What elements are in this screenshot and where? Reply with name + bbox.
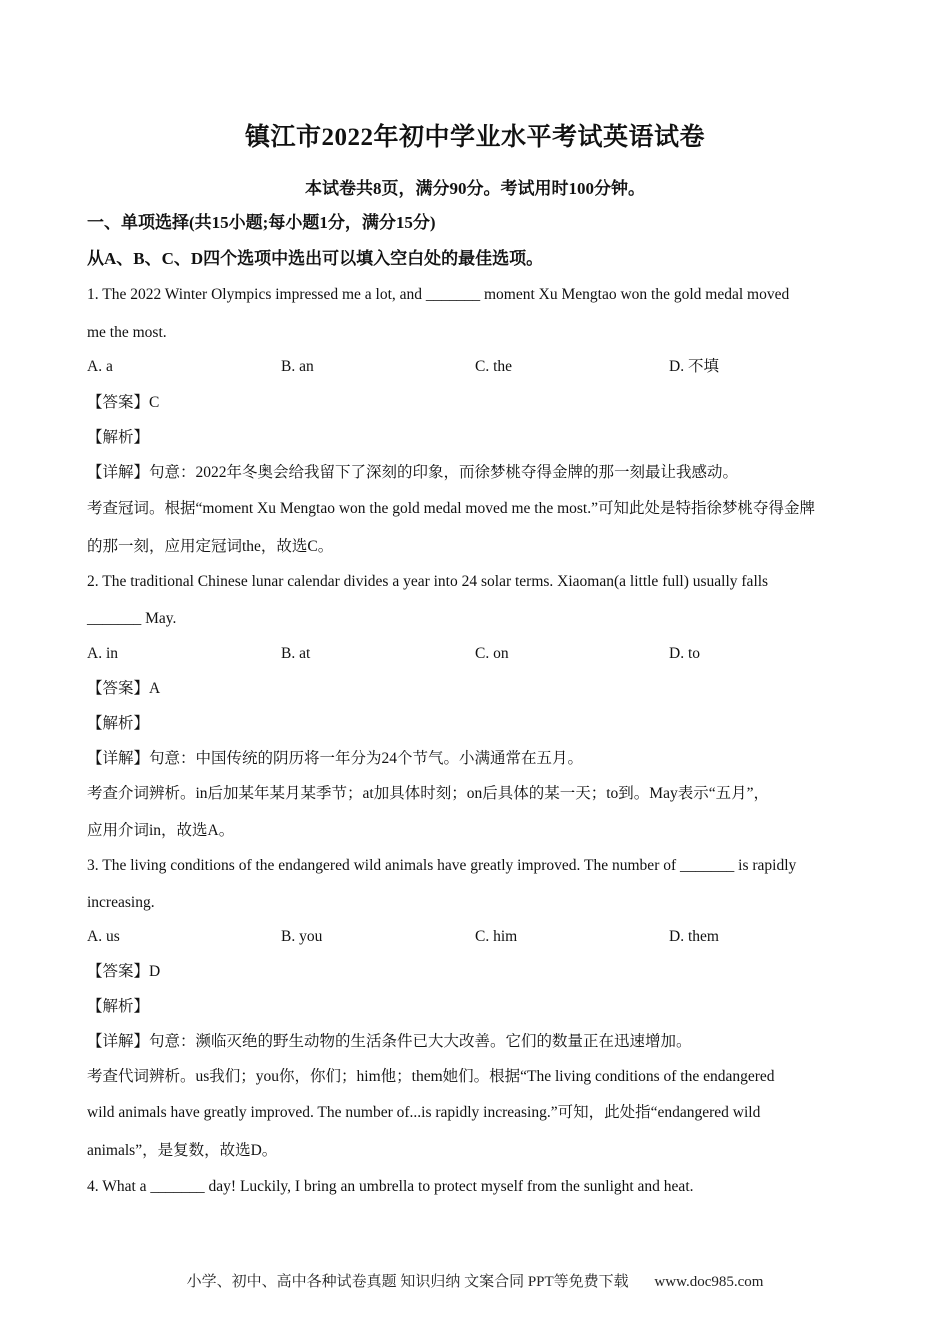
question-3-option-c: C. him xyxy=(475,928,518,945)
footer-url[interactable]: www.doc985.com xyxy=(654,1274,764,1290)
question-3-explanation-line3: animals”，是复数，故选D。 xyxy=(87,1142,278,1159)
question-1-analysis-label: 【解析】 xyxy=(87,429,150,446)
question-2-text-line2: _______ May. xyxy=(87,610,177,627)
question-1-detail: 【详解】句意：2022年冬奥会给我留下了深刻的印象，而徐梦桃夺得金牌的那一刻最让我感动。 xyxy=(87,464,739,481)
question-1-explanation-line1: 考查冠词。根据“moment Xu Mengtao won the gold medal moved me the most.”可知此处是特指徐梦桃夺得金牌 xyxy=(87,500,815,517)
question-3-detail: 【详解】句意：濒临灭绝的野生动物的生活条件已大大改善。它们的数量正在迅速增加。 xyxy=(87,1033,692,1050)
question-3-option-d: D. them xyxy=(669,928,719,945)
question-1-answer: 【答案】C xyxy=(87,394,160,411)
question-2-explanation-line2: 应用介词in，故选A。 xyxy=(87,822,235,839)
exam-info: 本试卷共8页，满分90分。考试用时100分钟。 xyxy=(305,179,645,198)
question-3-option-a: A. us xyxy=(87,928,120,945)
question-2-detail: 【详解】句意：中国传统的阴历将一年分为24个节气。小满通常在五月。 xyxy=(87,750,584,767)
question-2-option-b: B. at xyxy=(281,645,311,662)
question-1-text-line1: 1. The 2022 Winter Olympics impressed me a lot, and _______ moment Xu Mengtao won the gold medal moved xyxy=(87,286,790,303)
question-2-option-a: A. in xyxy=(87,645,118,662)
question-3-option-b: B. you xyxy=(281,928,323,945)
question-4-text-line1: 4. What a _______ day! Luckily, I bring an umbrella to protect myself from the sunlight and heat. xyxy=(87,1178,694,1195)
section-instruction: 从A、B、C、D四个选项中选出可以填入空白处的最佳选项。 xyxy=(87,249,544,268)
question-2-option-d: D. to xyxy=(669,645,700,662)
page-title: 镇江市2022年初中学业水平考试英语试卷 xyxy=(244,124,705,151)
question-1-option-a: A. a xyxy=(87,358,113,375)
question-3-explanation-line2: wild animals have greatly improved. The number of...is rapidly increasing.”可知，此处指“endangered wild xyxy=(87,1104,761,1121)
question-3-explanation-line1: 考查代词辨析。us我们；you你，你们；him他；them她们。根据“The living conditions of the endangered xyxy=(87,1068,775,1085)
section-heading: 一、单项选择(共15小题;每小题1分，满分15分) xyxy=(87,213,436,232)
question-2-text-line1: 2. The traditional Chinese lunar calendar divides a year into 24 solar terms. Xiaoman(a little full) usually falls xyxy=(87,573,769,590)
question-1-explanation-line2: 的那一刻，应用定冠词the，故选C。 xyxy=(87,538,334,555)
question-3-analysis-label: 【解析】 xyxy=(87,998,150,1015)
question-1-option-b: B. an xyxy=(281,358,314,375)
question-1-text-line2: me the most. xyxy=(87,324,167,341)
question-2-answer: 【答案】A xyxy=(87,680,161,697)
page-footer xyxy=(0,1270,950,1291)
question-1-option-d: D. 不填 xyxy=(669,358,719,375)
question-3-text-line2: increasing. xyxy=(87,894,155,911)
question-2-option-c: C. on xyxy=(475,645,509,662)
question-2-explanation-line1: 考查介词辨析。in后加某年某月某季节；at加具体时刻；on后具体的某一天；to到。May表示“五月”， xyxy=(87,785,769,802)
question-3-answer: 【答案】D xyxy=(87,963,161,980)
question-1-option-c: C. the xyxy=(475,358,513,375)
question-2-analysis-label: 【解析】 xyxy=(87,715,150,732)
question-3-text-line1: 3. The living conditions of the endangered wild animals have greatly improved. The number of _______ is rapidly xyxy=(87,857,797,874)
footer-text: 小学、初中、高中各种试卷真题 知识归纳 文案合同 PPT等免费下载 xyxy=(186,1274,629,1290)
